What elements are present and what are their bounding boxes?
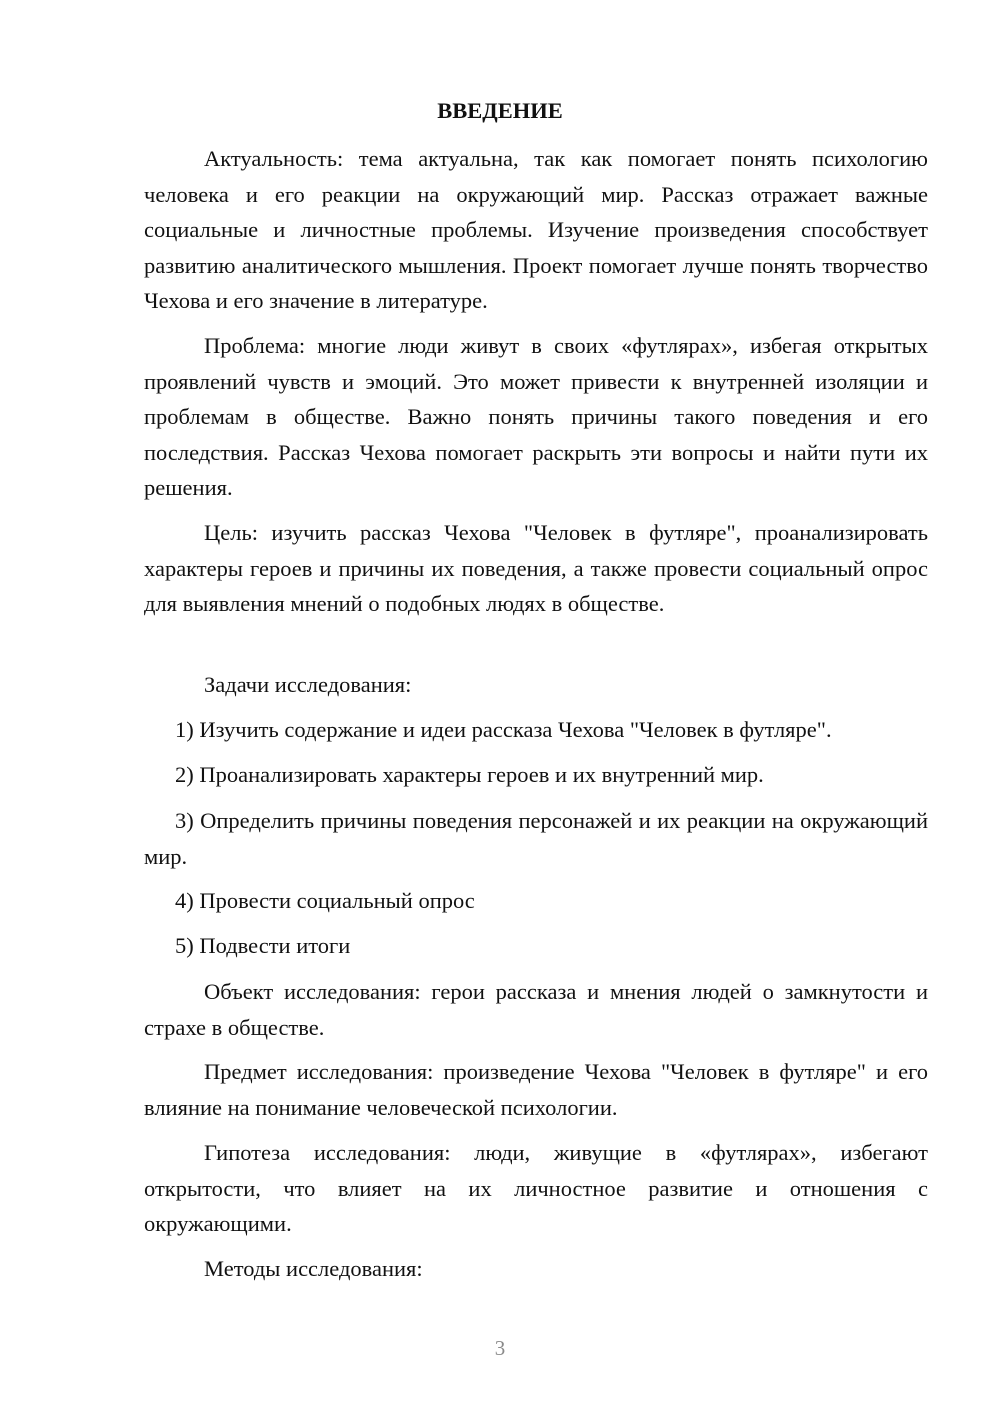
- tasks-heading: Задачи исследования:: [204, 672, 412, 697]
- paragraph-goal: Цель: изучить рассказ Чехова "Человек в футляре", проанализировать характеры героев и причины их поведения, а также провести социальный опрос для выявления мнений о подобных людях в обществе.: [144, 520, 928, 616]
- task-item-3: 3) Определить причины поведения персонажей и их реакции на окружающий мир.: [144, 808, 928, 869]
- task-item-5: 5) Подвести итоги: [175, 933, 351, 958]
- page-number: 3: [494, 1336, 506, 1360]
- paragraph-hypothesis: Гипотеза исследования: люди, живущие в «футлярах», избегают открытости, что влияет на их личностное развитие и отношения с окружающими.: [144, 1140, 928, 1236]
- paragraph-object: Объект исследования: герои рассказа и мнения людей о замкнутости и страхе в обществе.: [144, 979, 928, 1040]
- task-item-4: 4) Провести социальный опрос: [175, 888, 475, 913]
- methods-heading: Методы исследования:: [204, 1256, 423, 1281]
- task-item-2: 2) Проанализировать характеры героев и их внутренний мир.: [175, 762, 764, 787]
- task-item-1: 1) Изучить содержание и идеи рассказа Чехова "Человек в футляре".: [175, 717, 832, 742]
- paragraph-relevance: Актуальность: тема актуальна, так как помогает понять психологию человека и его реакции на окружающий мир. Рассказ отражает важные социальные и личностные проблемы. Изучение произведения способствует развитию аналитического мышления. Проект помогает лучше понять творчество Чехова и его значение в литературе.: [144, 146, 928, 313]
- page-title: ВВЕДЕНИЕ: [437, 98, 563, 123]
- paragraph-problem: Проблема: многие люди живут в своих «футлярах», избегая открытых проявлений чувств и эмоций. Это может привести к внутренней изоляции и проблемам в обществе. Важно понять причины такого поведения и его последствия. Рассказ Чехова помогает раскрыть эти вопросы и найти пути их решения.: [144, 333, 928, 500]
- paragraph-subject: Предмет исследования: произведение Чехова "Человек в футляре" и его влияние на понимание человеческой психологии.: [144, 1059, 928, 1120]
